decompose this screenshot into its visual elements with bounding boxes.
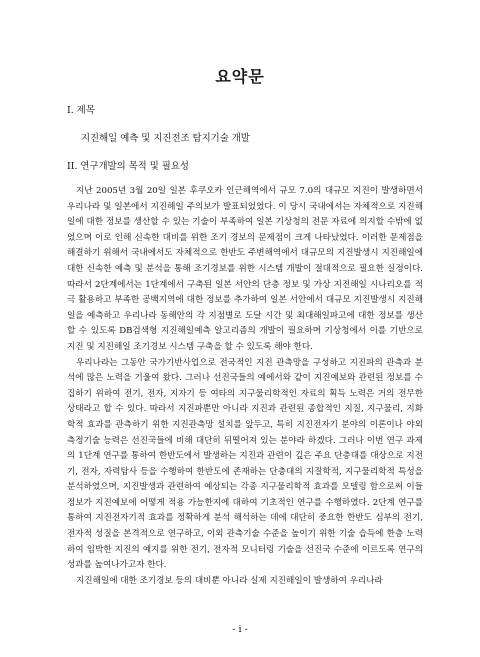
- section-heading-purpose: II. 연구개발의 목적 및 필요성: [67, 161, 189, 172]
- paragraph: 우리나라는 그동안 국가기반사업으로 전국적인 지진 관측망을 구성하고 지진파의 관측과 분석에 많은 노력을 기울여 왔다. 그러나 선진국들의 예에서와 같이 지진예보와 관련된 정보를 수집하기 위하여 전기, 전자, 지자기 등 여타의 지구물리학적인 자료의 획득 노력은 거의 전무한 상태라고 할 수 있다. 따라서 지진파뿐만 아니라 지진과 관련된 종합적인 지질, 지구물리, 지화학적 효과를 관측하기 위한 지진관측망 설치를 앞두고, 특히 지진전자기 분야의 이론이나 야외 측정기술 능력은 선진국들에 비해 대단히 뒤떨어져 있는 분야라 하겠다. 그러나 이번 연구 과제의 1단계 연구를 통하여 한반도에서 발생하는 지진과 관련이 깊은 주요 단층대를 대상으로 지전기, 전자, 자력탐사 등을 수행하여 한반도에 존재하는 단층대의 지질학적, 지구물리학적 특성을 분석하였으며, 지진발생과 관련하여 예상되는 각종 지구물리학적 효과를 모델링 함으로써 이들 정보가 지진예보에 어떻게 적용 가능한지에 대하여 기초적인 연구를 수행하였다. 2단계 연구를 통하여 지진전자기적 효과를 정확하게 분석 해석하는 데에 대단히 중요한 한반도 심부의 전기, 전자적 성질을 본격적으로 연구하고, 이외 관측기술 수준을 높이기 위한 기술 습득에 한층 노력하여 임박한 지진의 예지를 위한 전기, 전자적 모니터링 기술을 선진국 수준에 이르도록 연구의 성과를 높여나가고자 한다.: [67, 357, 423, 571]
- body-text: [67, 184, 423, 589]
- paragraph: 지진해일에 대한 조기경보 등의 대비뿐 아니라 실제 지진해일이 발생하여 우리나라: [76, 575, 383, 586]
- page-title: 요약문: [215, 67, 265, 86]
- section-heading-title: I. 제목: [67, 105, 95, 116]
- project-title: 지진해일 예측 및 지진전조 탐지기술 개발: [81, 133, 250, 144]
- page-number: - i -: [232, 624, 248, 635]
- paragraph: 지난 2005년 3월 20일 일본 후쿠오카 인근해역에서 규모 7.0의 대규모 지진이 발생하면서 우리나라 및 일본에서 지진해일 주의보가 발표되었었다. 이 당시 국내에서는 자체적으로 지진해일에 대한 정보를 생산할 수 있는 기술이 부족하여 일본 기상청의 전문 자료에 의지할 수밖에 없었으며 이로 인해 신속한 대비를 위한 조기 경보의 문제점이 크게 나타났었다. 이러한 문제점을 해결하기 위해서 국내에서도 자체적으로 한반도 주변해역에서 대규모의 지진발생시 지진해일에 대한 신속한 예측 및 분석을 통해 조기경보를 위한 시스템 개발이 절대적으로 필요한 실정이다. 따라서 2단계에서는 1단계에서 구축된 일본 서안의 단층 정보 및 가상 지진해일 시나리오를 적극 활용하고 부족한 공백지역에 대한 정보를 추가하여 일본 서안에서 대규모 지진발생시 지진해일을 예측하고 우리나라 동해안의 각 지점별로 도달 시간 및 최대해일파고에 대한 정보를 생산 할 수 있도록 DB검색형 지진해일예측 알고리즘의 개발이 필요하며 기상청에서 이를 기반으로 지진 및 지진해일 조기경보 시스템 구축을 할 수 있도록 해야 한다.: [67, 186, 423, 352]
